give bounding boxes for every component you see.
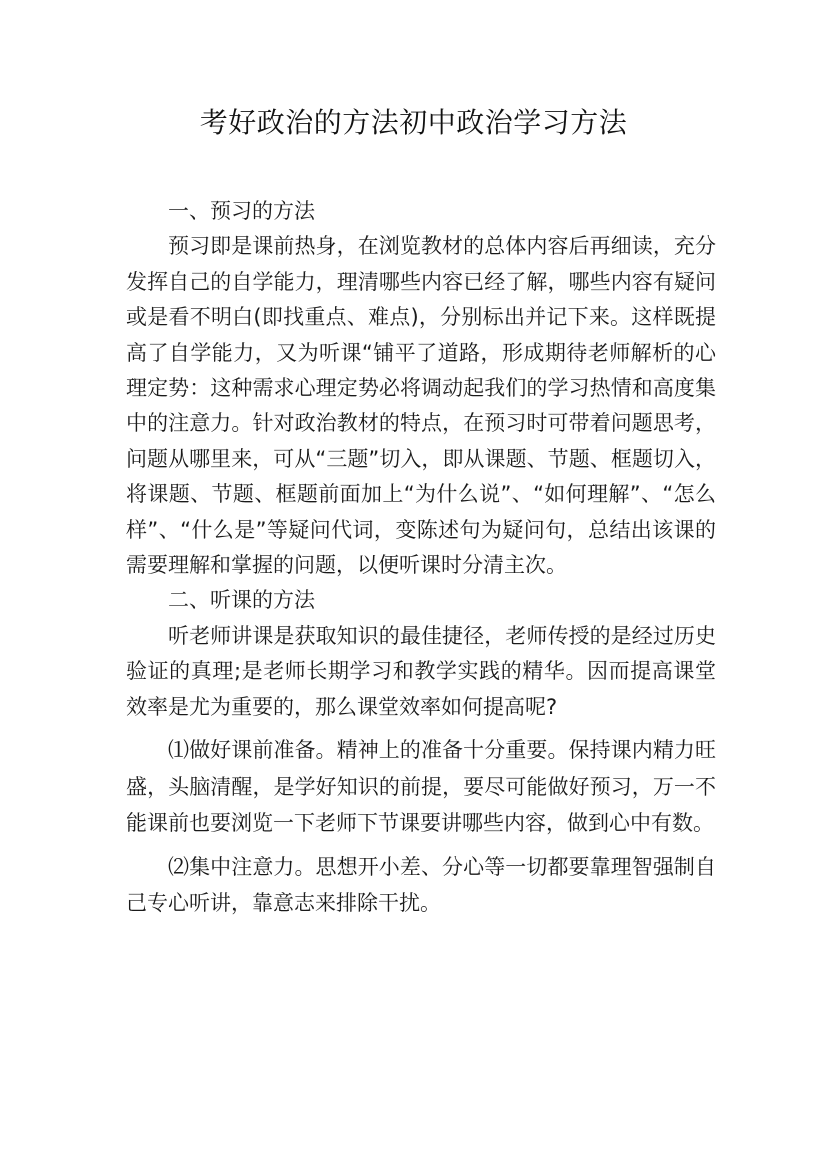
section-heading-preview: 一、预习的方法: [168, 199, 315, 223]
section-heading-listening: 二、听课的方法: [168, 588, 315, 613]
document-body: [126, 194, 716, 922]
paragraph-listening-intro: 听老师讲课是获取知识的最佳捷径，老师传授的是经过历史验证的真理;是老师长期学习和教学实践的精华。因而提高课堂效率是尤为重要的，那么课堂效率如何提高呢?: [126, 623, 716, 719]
paragraph-focus-attention: ⑵集中注意力。思想开小差、分心等一切都要靠理智强制自己专心听讲，靠意志来排除干扰。: [126, 854, 716, 916]
paragraph-class-preparation: ⑴做好课前准备。精神上的准备十分重要。保持课内精力旺盛，头脑清醒，是学好知识的前提，要尽可能做好预习，万一不能课前也要浏览一下老师下节课要讲哪些内容，做到心中有数。: [126, 738, 716, 836]
document-title: 考好政治的方法初中政治学习方法: [199, 106, 628, 139]
paragraph-preview-method: 预习即是课前热身，在浏览教材的总体内容后再细读，充分发挥自己的自学能力，理清哪些内容已经了解，哪些内容有疑问或是看不明白(即找重点、难点)，分别标出并记下来。这样既提高了自学能力，又为听课“铺平了道路，形成期待老师解析的心理定势：这种需求心理定势必将调动起我们的学习热情和高度集中的注意力。针对政治教材的特点，在预习时可带着问题思考，问题从哪里来，可从“三题”切入，即从课题、节题、框题切入，将课题、节题、框题前面加上“为什么说”、“如何理解”、“怎么样”、“什么是”等疑问代词，变陈述句为疑问句，总结出该课的需要理解和掌握的问题，以便听课时分清主次。: [126, 234, 716, 578]
